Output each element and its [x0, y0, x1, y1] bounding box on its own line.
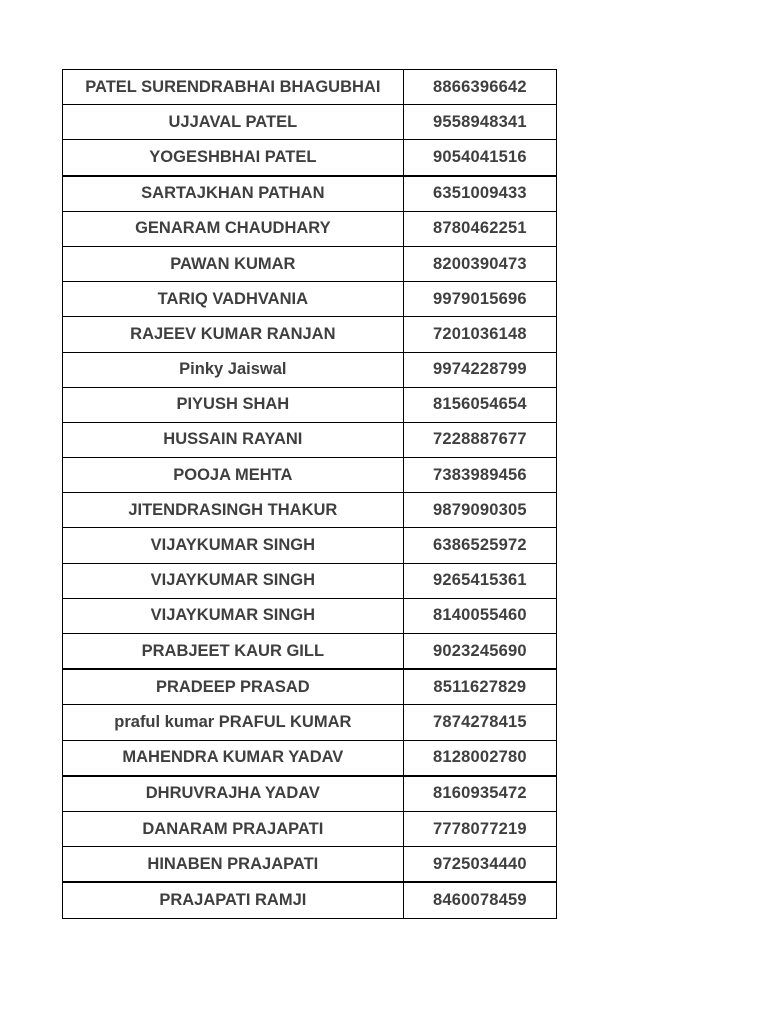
name-cell: RAJEEV KUMAR RANJAN — [63, 317, 404, 352]
name-cell: YOGESHBHAI PATEL — [63, 140, 404, 176]
phone-cell: 9725034440 — [403, 847, 556, 883]
name-cell: MAHENDRA KUMAR YADAV — [63, 740, 404, 776]
phone-cell: 8866396642 — [403, 70, 556, 105]
table-row — [63, 422, 557, 457]
name-cell: PRABJEET KAUR GILL — [63, 634, 404, 670]
phone-cell: 9054041516 — [403, 140, 556, 176]
name-cell: PIYUSH SHAH — [63, 387, 404, 422]
table-row — [63, 634, 557, 670]
phone-cell: 8780462251 — [403, 211, 556, 246]
table-row — [63, 740, 557, 776]
table-row — [63, 176, 557, 212]
name-cell: VIJAYKUMAR SINGH — [63, 528, 404, 563]
phone-cell: 7383989456 — [403, 458, 556, 493]
table-row — [63, 776, 557, 812]
table-row — [63, 140, 557, 176]
phone-cell: 9265415361 — [403, 563, 556, 598]
name-cell: PRAJAPATI RAMJI — [63, 882, 404, 918]
name-cell: GENARAM CHAUDHARY — [63, 211, 404, 246]
phone-cell: 8160935472 — [403, 776, 556, 812]
table-row — [63, 246, 557, 281]
phone-cell: 8140055460 — [403, 598, 556, 633]
table-row — [63, 105, 557, 140]
table-row — [63, 563, 557, 598]
name-cell: PATEL SURENDRABHAI BHAGUBHAI — [63, 70, 404, 105]
phone-cell: 9023245690 — [403, 634, 556, 670]
phone-cell: 7228887677 — [403, 422, 556, 457]
table-row — [63, 387, 557, 422]
name-cell: TARIQ VADHVANIA — [63, 282, 404, 317]
name-cell: DANARAM PRAJAPATI — [63, 811, 404, 846]
name-cell: VIJAYKUMAR SINGH — [63, 563, 404, 598]
name-cell: UJJAVAL PATEL — [63, 105, 404, 140]
phone-cell: 9979015696 — [403, 282, 556, 317]
table-row — [63, 528, 557, 563]
table-row — [63, 458, 557, 493]
table-row — [63, 211, 557, 246]
name-cell: Pinky Jaiswal — [63, 352, 404, 387]
name-cell: praful kumar PRAFUL KUMAR — [63, 705, 404, 740]
phone-cell: 7778077219 — [403, 811, 556, 846]
name-cell: DHRUVRAJHA YADAV — [63, 776, 404, 812]
phone-cell: 8511627829 — [403, 669, 556, 705]
table-row — [63, 705, 557, 740]
name-cell: POOJA MEHTA — [63, 458, 404, 493]
phone-cell: 7874278415 — [403, 705, 556, 740]
phone-cell: 8200390473 — [403, 246, 556, 281]
name-cell: PRADEEP PRASAD — [63, 669, 404, 705]
phone-cell: 9974228799 — [403, 352, 556, 387]
table-row — [63, 282, 557, 317]
phone-cell: 8156054654 — [403, 387, 556, 422]
name-cell: HUSSAIN RAYANI — [63, 422, 404, 457]
contacts-table — [62, 69, 557, 919]
table-row — [63, 811, 557, 846]
table-row — [63, 317, 557, 352]
table-row — [63, 493, 557, 528]
phone-cell: 9558948341 — [403, 105, 556, 140]
name-cell: HINABEN PRAJAPATI — [63, 847, 404, 883]
table-row — [63, 598, 557, 633]
phone-cell: 6351009433 — [403, 176, 556, 212]
phone-cell: 6386525972 — [403, 528, 556, 563]
phone-cell: 7201036148 — [403, 317, 556, 352]
phone-cell: 9879090305 — [403, 493, 556, 528]
name-cell: JITENDRASINGH THAKUR — [63, 493, 404, 528]
name-cell: SARTAJKHAN PATHAN — [63, 176, 404, 212]
table-row — [63, 70, 557, 105]
table-row — [63, 352, 557, 387]
table-row — [63, 669, 557, 705]
table-row — [63, 847, 557, 883]
table-row — [63, 882, 557, 918]
name-cell: PAWAN KUMAR — [63, 246, 404, 281]
phone-cell: 8460078459 — [403, 882, 556, 918]
name-cell: VIJAYKUMAR SINGH — [63, 598, 404, 633]
phone-cell: 8128002780 — [403, 740, 556, 776]
